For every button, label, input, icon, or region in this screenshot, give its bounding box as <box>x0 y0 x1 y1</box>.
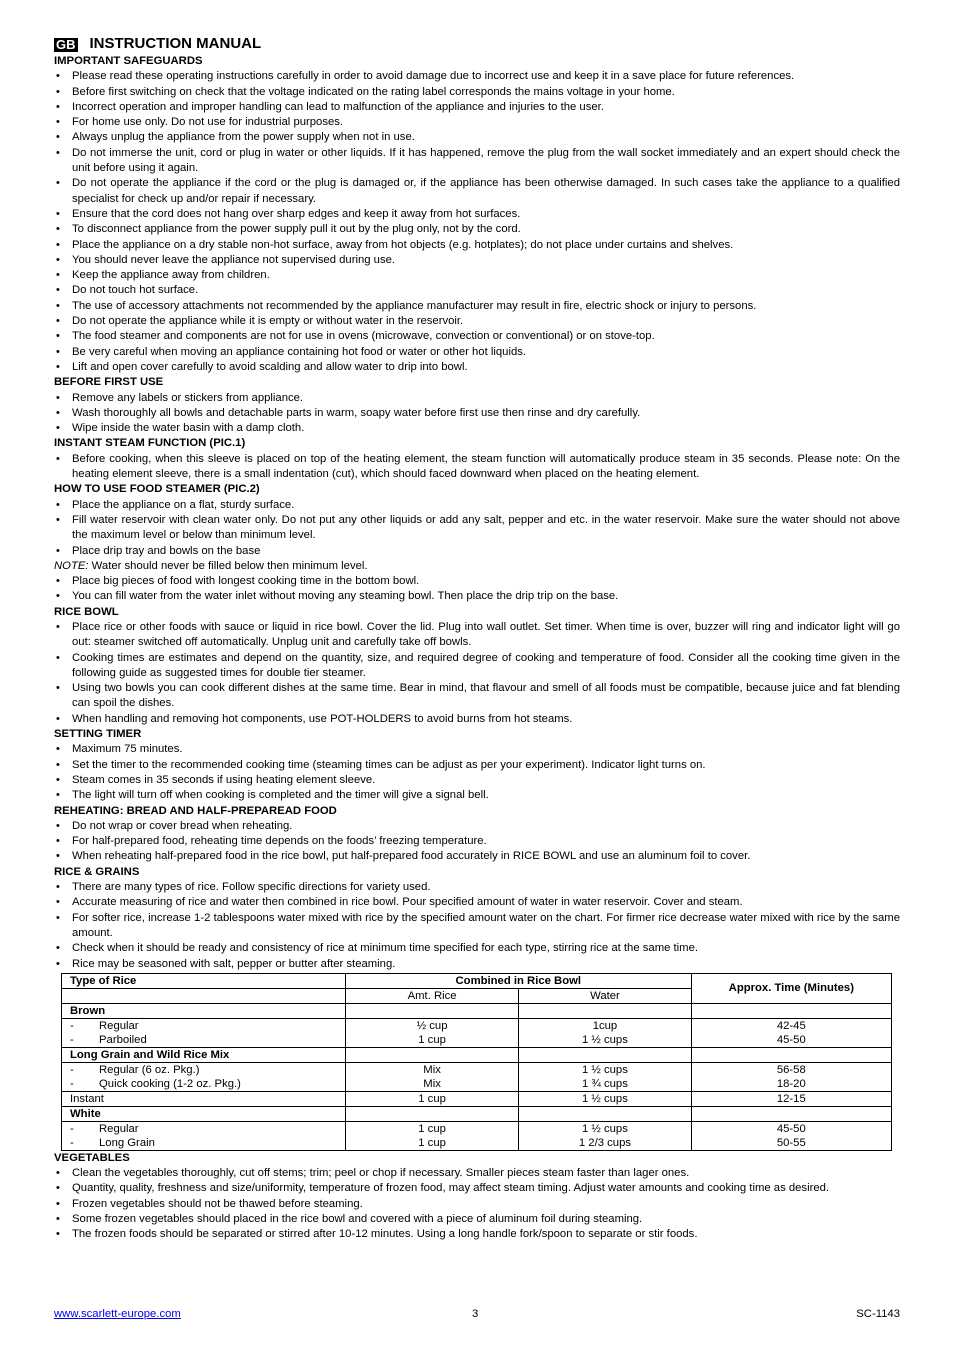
list-item: • Ensure that the cord does not hang over sharp edges and keep it away from hot surfaces. <box>54 207 900 222</box>
list-item: • Keep the appliance away from children. <box>54 268 900 283</box>
list-item: • Remove any labels or stickers from appliance. <box>54 391 900 406</box>
rice-type: Regular (6 oz. Pkg.) <box>99 1063 200 1076</box>
list-item: • Place the appliance on a flat, sturdy surface. <box>54 498 900 513</box>
list-item: • There are many types of rice. Follow specific directions for variety used. <box>54 880 900 895</box>
group-row-long-grain <box>62 1047 892 1062</box>
table-row: - Regular (6 oz. Pkg.) - Quick cooking (1-2 oz. Pkg.) Mix Mix 1 ½ cups 1 ¾ cups 56-58 18-20 <box>62 1062 892 1091</box>
list-item: • Before cooking, when this sleeve is placed on top of the heating element, the steam function will automatically produce steam in 35 seconds. Please note: On the heating element sleeve, there is a small indentation (cut), which should faced downward when placed on the heating element. <box>54 452 900 483</box>
list-item: • Do not wrap or cover bread when reheating. <box>54 819 900 834</box>
vegetables-list <box>54 1166 900 1242</box>
list-item: • Cooking times are estimates and depend on the quantity, size, and required degree of cooking and temperature of food. Consider all the cooking time given in the following guide as suggested times for double tier steamer. <box>54 651 900 682</box>
group-label: White <box>62 1106 346 1121</box>
list-item: • For half-prepared food, reheating time depends on the foods’ freezing temperature. <box>54 834 900 849</box>
page-number: 3 <box>472 1308 479 1320</box>
list-item: • Quantity, quality, freshness and size/uniformity, temperature of frozen food, may affect steam timing. Adjust water amounts and cooking time as desired. <box>54 1181 900 1196</box>
list-item: • Do not immerse the unit, cord or plug in water or other liquids. If it has happened, remove the plug from the wall socket immediately and an expert should check the unit before using it again. <box>54 146 900 177</box>
list-item: • Place the appliance on a dry stable non-hot surface, away from hot objects (e.g. hotplates); do not place under curtains and shelves. <box>54 238 900 253</box>
list-item: • Do not touch hot surface. <box>54 283 900 298</box>
list-item: • Lift and open cover carefully to avoid scalding and allow water to drip into bowl. <box>54 360 900 375</box>
list-item: • Check when it should be ready and consistency of rice at minimum time specified for each type, stirring rice at the same time. <box>54 941 900 956</box>
list-item: • You can fill water from the water inlet without moving any steaming bowl. Then place the drip trip on the base. <box>54 589 900 604</box>
water-note <box>54 559 900 574</box>
list-item: • The use of accessory attachments not recommended by the appliance manufacturer may result in fire, electric shock or injury to persons. <box>54 299 900 314</box>
model-number: SC-1143 <box>856 1308 900 1320</box>
rice-cooking-table <box>61 973 892 1151</box>
table-row: - Regular - Long Grain 1 cup 1 cup 1 ½ cups 1 2/3 cups 45-50 50-55 <box>62 1121 892 1150</box>
list-item: • Fill water reservoir with clean water only. Do not put any other liquids or add any salt, pepper and etc. in the water reservoir. Make sure the water should not above the maximum level or below than minimum level. <box>54 513 900 544</box>
list-item: • Wash thoroughly all bowls and detachable parts in warm, soapy water before first use then rinse and dry carefully. <box>54 406 900 421</box>
rice-type: Quick cooking (1-2 oz. Pkg.) <box>99 1077 241 1090</box>
list-item: • Set the timer to the recommended cooking time (steaming times can be adjust as per your experiment). Indicator light turns on. <box>54 758 900 773</box>
rice-type: Regular <box>99 1122 139 1135</box>
header-water: Water <box>519 988 691 1003</box>
before-first-use-list <box>54 391 900 437</box>
list-item: • Using two bowls you can cook different dishes at the same time. Bear in mind, that flavour and smell of all foods must be compatible, because juice and fat blending can spoil the dishes. <box>54 681 900 712</box>
page-title: INSTRUCTION MANUAL <box>89 35 262 53</box>
reheating-heading: REHEATING: BREAD AND HALF-PREPAREAD FOOD <box>54 804 337 817</box>
rice-type: Regular <box>99 1019 139 1032</box>
group-label: Brown <box>62 1003 346 1018</box>
list-item: • Place rice or other foods with sauce or liquid in rice bowl. Cover the lid. Plug into wall outlet. Set timer. When time is over, buzzer will ring and indicator light will go out: steamer switched off automatically. Unplug unit and carefully take off bowls. <box>54 620 900 651</box>
note-text: Water should never be filled below then minimum level. <box>88 559 368 572</box>
list-item: • To disconnect appliance from the power supply pull it out by the plug only, not by the cord. <box>54 222 900 237</box>
reheating-list <box>54 819 900 865</box>
how-to-use-list-2 <box>54 574 900 605</box>
list-item: • For softer rice, increase 1-2 tablespoons water mixed with rice by the specified amount water on the chart. For firmer rice decrease water mixed with rice by the same amount. <box>54 911 900 942</box>
header-time: Approx. Time (Minutes) <box>691 973 891 1003</box>
empty-cell <box>62 988 346 1003</box>
rice-type: Instant <box>62 1091 346 1106</box>
list-item: • Place big pieces of food with longest cooking time in the bottom bowl. <box>54 574 900 589</box>
list-item: • Frozen vegetables should not be thawed before steaming. <box>54 1197 900 1212</box>
list-item: • Rice may be seasoned with salt, pepper or butter after steaming. <box>54 957 900 972</box>
list-item: • Be very careful when moving an appliance containing hot food or water or other hot liquids. <box>54 345 900 360</box>
page-footer <box>54 1307 900 1323</box>
list-item: • For home use only. Do not use for industrial purposes. <box>54 115 900 130</box>
instant-steam-list <box>54 452 900 483</box>
header-combined: Combined in Rice Bowl <box>345 973 691 988</box>
list-item: • Steam comes in 35 seconds if using heating element sleeve. <box>54 773 900 788</box>
group-row-brown <box>62 1003 892 1018</box>
list-item: • Some frozen vegetables should placed in the rice bowl and covered with a piece of aluminum foil during steaming. <box>54 1212 900 1227</box>
rice-grains-heading: RICE & GRAINS <box>54 865 140 878</box>
list-item: • Do not operate the appliance if the cord or the plug is damaged or, if the appliance has been otherwise damaged. In such cases take the appliance to a qualified specialist for check up and/or repair if necessary. <box>54 176 900 207</box>
group-row-white <box>62 1106 892 1121</box>
before-first-use-heading: BEFORE FIRST USE <box>54 376 164 389</box>
header-amt: Amt. Rice <box>345 988 518 1003</box>
list-item: • Place drip tray and bowls on the base <box>54 544 900 559</box>
list-item: • You should never leave the appliance not supervised during use. <box>54 253 900 268</box>
list-item: • Wipe inside the water basin with a damp cloth. <box>54 421 900 436</box>
language-badge: GB <box>56 36 76 52</box>
list-item: • Do not operate the appliance while it is empty or without water in the reservoir. <box>54 314 900 329</box>
rice-bowl-heading: RICE BOWL <box>54 605 119 618</box>
list-item: • Before first switching on check that the voltage indicated on the rating label corresponds the mains voltage in your home. <box>54 85 900 100</box>
list-item: • Clean the vegetables thoroughly, cut off stems; trim; peel or chop if necessary. Smaller pieces steam faster than lager ones. <box>54 1166 900 1181</box>
vegetables-heading: VEGETABLES <box>54 1151 130 1164</box>
instant-steam-heading: INSTANT STEAM FUNCTION (PIC.1) <box>54 437 246 450</box>
rice-bowl-list <box>54 620 900 727</box>
list-item: • The food steamer and components are not for use in ovens (microwave, convection or conventional) or on stove-top. <box>54 329 900 344</box>
safeguards-list <box>54 69 900 375</box>
list-item: • Incorrect operation and improper handling can lead to malfunction of the appliance and injuries to the user. <box>54 100 900 115</box>
title-row <box>54 34 900 54</box>
list-item: • The frozen foods should be separated or stirred after 10-12 minutes. Using a long handle fork/spoon to separate or stir foods. <box>54 1227 900 1242</box>
rice-grains-list <box>54 880 900 972</box>
setting-timer-list <box>54 742 900 803</box>
list-item: • Maximum 75 minutes. <box>54 742 900 757</box>
list-item: • Please read these operating instructions carefully in order to avoid damage due to incorrect use and keep it in a save place for future references. <box>54 69 900 84</box>
group-label: Long Grain and Wild Rice Mix <box>62 1047 346 1062</box>
note-label: NOTE: <box>54 559 89 572</box>
table-row: Instant 1 cup 1 ½ cups 12-15 <box>62 1091 892 1106</box>
table-row: - Regular - Parboiled ½ cup 1 cup 1cup 1 ½ cups 42-45 45-50 <box>62 1018 892 1047</box>
list-item: • The light will turn off when cooking is completed and the timer will give a signal bell. <box>54 788 900 803</box>
manual-page <box>54 34 900 1243</box>
safeguards-heading: IMPORTANT SAFEGUARDS <box>54 55 203 67</box>
website-link[interactable]: www.scarlett-europe.com <box>54 1308 181 1320</box>
list-item: • When handling and removing hot components, use POT-HOLDERS to avoid burns from hot steams. <box>54 712 900 727</box>
list-item: • Accurate measuring of rice and water then combined in rice bowl. Pour specified amount of water in water reservoir. Cover and steam. <box>54 895 900 910</box>
list-item: • When reheating half-prepared food in the rice bowl, put half-prepared food accurately in RICE BOWL and use an aluminum foil to cover. <box>54 849 900 864</box>
setting-timer-heading: SETTING TIMER <box>54 728 142 741</box>
list-item: • Always unplug the appliance from the power supply when not in use. <box>54 130 900 145</box>
how-to-use-list <box>54 498 900 559</box>
header-type: Type of Rice <box>62 973 346 988</box>
table-header-row <box>62 973 892 988</box>
rice-type: Long Grain <box>99 1136 155 1149</box>
how-to-use-heading: HOW TO USE FOOD STEAMER (PIC.2) <box>54 483 260 496</box>
rice-type: Parboiled <box>99 1033 147 1046</box>
